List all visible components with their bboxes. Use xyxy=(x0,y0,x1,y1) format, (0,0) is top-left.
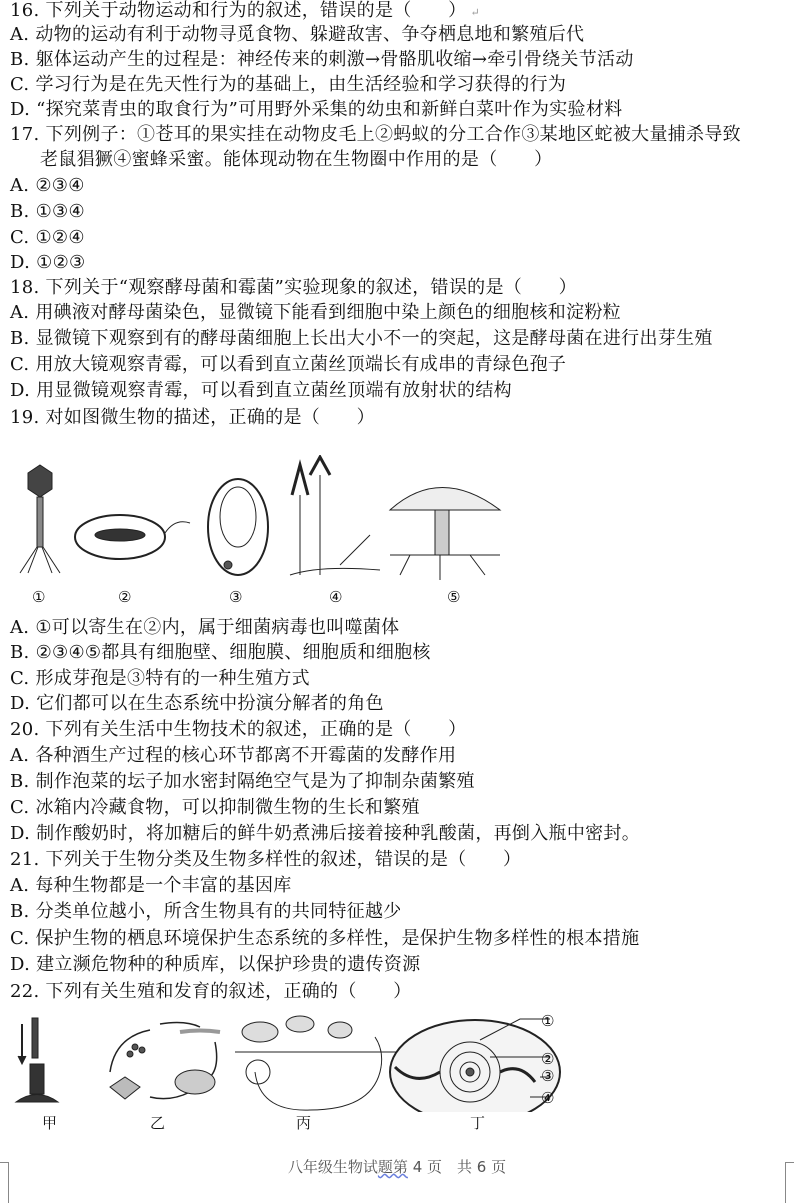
question-stem: 20. 下列有关生活中生物技术的叙述，正确的是（ ） xyxy=(10,719,467,740)
bacterium-drawing xyxy=(75,515,190,559)
stem-text: 16. 下列关于动物运动和行为的叙述，错误的是（ ） xyxy=(10,0,467,21)
option-a: A. 各种酒生产过程的核心环节都离不开霉菌的发酵作用 xyxy=(10,745,457,766)
silkworm-cycle-drawing xyxy=(110,1023,220,1099)
option-b: B. 分类单位越小，所含生物具有的共同特征越少 xyxy=(10,901,402,922)
egg-label-1: ① xyxy=(541,1012,555,1030)
egg-label-4: ④ xyxy=(541,1089,555,1107)
footer-page-number: 4 页 共 6 页 xyxy=(407,1158,507,1176)
option-d: D. 用显微镜观察青霉，可以看到直立菌丝顶端有放射状的结构 xyxy=(10,380,512,401)
egg-label-3: ③ xyxy=(541,1067,555,1085)
option-a: A. ①可以寄生在②内，属于细菌病毒也叫噬菌体 xyxy=(10,617,400,638)
figure-label-3: ③ xyxy=(229,588,243,606)
option-b: B. ①③④ xyxy=(10,201,85,222)
option-a: A. 每种生物都是一个丰富的基因库 xyxy=(10,875,292,896)
option-c: C. 形成芽孢是③特有的一种生殖方式 xyxy=(10,668,310,689)
mushroom-drawing xyxy=(390,488,500,581)
figure-label-4: ④ xyxy=(329,588,343,606)
question-stem: 22. 下列有关生殖和发育的叙述，正确的（ ） xyxy=(10,981,412,1002)
option-d: D. “探究菜青虫的取食行为”可用野外采集的幼虫和新鲜白菜叶作为实验材料 xyxy=(10,99,623,120)
egg-label-2: ② xyxy=(541,1050,555,1068)
yeast-drawing xyxy=(208,479,268,575)
question-stem: 19. 对如图微生物的描述，正确的是（ ） xyxy=(10,407,375,428)
option-c: C. 冰箱内冷藏食物，可以抑制微生物的生长和繁殖 xyxy=(10,797,420,818)
option-b: B. 躯体运动产生的过程是：神经传来的刺激→骨骼肌收缩→牵引骨绕关节活动 xyxy=(10,49,634,70)
frog-cycle-drawing xyxy=(235,1016,400,1110)
reproduction-figure xyxy=(10,1012,570,1112)
question-stem: 21. 下列关于生物分类及生物多样性的叙述，错误的是（ ） xyxy=(10,849,522,870)
option-a: A. 用碘液对酵母菌染色，显微镜下能看到细胞中染上颜色的细胞核和淀粉粒 xyxy=(10,302,621,323)
figure-label-2: ② xyxy=(118,588,132,606)
figure-label-yi: 乙 xyxy=(150,1114,166,1132)
option-c: C. 用放大镜观察青霉，可以看到直立菌丝顶端长有成串的青绿色孢子 xyxy=(10,354,567,375)
option-d: D. 它们都可以在生态系统中扮演分解者的角色 xyxy=(10,693,384,714)
egg-structure-drawing xyxy=(390,1019,560,1112)
option-c: C. 保护生物的栖息环境保护生态系统的多样性，是保护生物多样性的根本措施 xyxy=(10,928,640,949)
option-a: A. ②③④ xyxy=(10,175,85,196)
option-d: D. ①②③ xyxy=(10,252,86,273)
option-d: D. 建立濒危物种的种质库，以保护珍贵的遗传资源 xyxy=(10,954,421,975)
page-footer xyxy=(0,1156,794,1177)
question-stem: 17. 下列例子：①苍耳的果实挂在动物皮毛上②蚂蚁的分工合作③某地区蛇被大量捕杀导致 xyxy=(10,124,741,145)
microorganisms-figure xyxy=(10,455,510,585)
grafting-drawing xyxy=(16,1018,58,1102)
question-stem: 18. 下列关于“观察酵母菌和霉菌”实验现象的叙述，错误的是（ ） xyxy=(10,277,577,298)
option-a: A. 动物的运动有利于动物寻觅食物、躲避敌害、争夺栖息地和繁殖后代 xyxy=(10,24,585,45)
penicillium-drawing xyxy=(290,457,380,575)
option-b: B. ②③④⑤都具有细胞壁、细胞膜、细胞质和细胞核 xyxy=(10,642,431,663)
question-stem xyxy=(10,0,480,24)
option-c: C. ①②④ xyxy=(10,227,85,248)
question-stem-continued: 老鼠猖獗④蜜蜂采蜜。能体现动物在生物圈中作用的是（ ） xyxy=(40,149,553,170)
figure-label-jia: 甲 xyxy=(42,1114,58,1132)
figure-label-5: ⑤ xyxy=(447,588,461,606)
bacteriophage-drawing xyxy=(20,465,60,573)
footer-text: 八年级生物试 xyxy=(287,1158,378,1176)
option-d: D. 制作酸奶时，将加糖后的鲜牛奶煮沸后接着接种乳酸菌，再倒入瓶中密封。 xyxy=(10,823,641,844)
option-b: B. 制作泡菜的坛子加水密封隔绝空气是为了抑制杂菌繁殖 xyxy=(10,771,475,792)
option-c: C. 学习行为是在先天性行为的基础上，由生活经验和学习获得的行为 xyxy=(10,74,567,95)
figure-label-1: ① xyxy=(32,588,46,606)
para-mark: ↵ xyxy=(470,6,480,19)
figure-label-ding: 丁 xyxy=(470,1114,486,1132)
footer-spellcheck-text: 题第 xyxy=(377,1158,408,1176)
figure-label-bing: 丙 xyxy=(296,1114,312,1132)
option-b: B. 显微镜下观察到有的酵母菌细胞上长出大小不一的突起，这是酵母菌在进行出芽生殖 xyxy=(10,328,713,349)
